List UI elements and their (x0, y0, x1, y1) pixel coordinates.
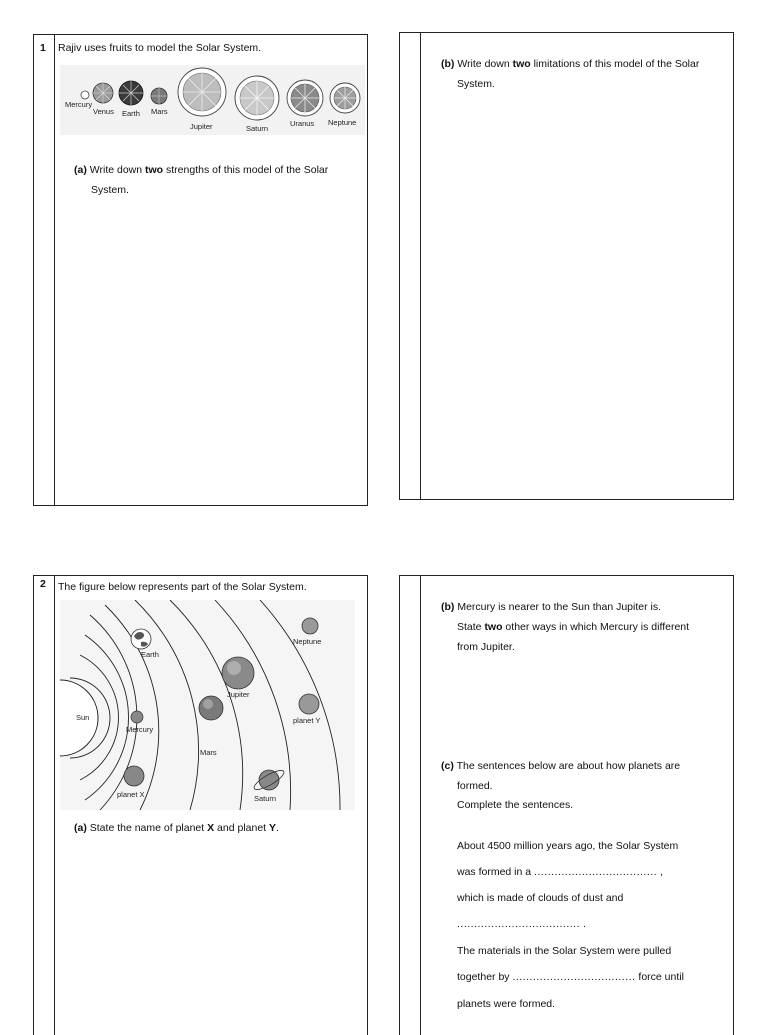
sentence-5: The materials in the Solar System were pulled (457, 945, 672, 957)
planet-x-bold: X (207, 822, 215, 834)
label-saturn: Saturn (246, 124, 269, 133)
number-column (400, 33, 421, 499)
q2-part-c-line3: Complete the sentences. (457, 799, 574, 811)
q2-part-a (74, 818, 364, 838)
question-stem: Rajiv uses fruits to model the Solar System. (58, 42, 262, 54)
sentence-6-post: force until (635, 971, 684, 983)
sentence-2-pre: was formed in a (457, 866, 535, 878)
label-neptune: Neptune (328, 118, 357, 127)
blank-3[interactable]: .................................... (512, 971, 636, 983)
q1-part-a (74, 160, 364, 180)
part-label: (a) (74, 822, 87, 834)
blank-2[interactable]: .................................... (457, 918, 581, 930)
part-a-mid: and planet (214, 822, 270, 834)
planet-y-bold: Y (269, 822, 277, 834)
label-venus: Venus (93, 107, 114, 116)
q2-part-c-line2: formed. (457, 780, 493, 792)
sentence-3: which is made of clouds of dust and (457, 892, 624, 904)
label-uranus: Uranus (290, 119, 315, 128)
question-stem: The figure below represents part of the Solar System. (58, 581, 307, 593)
sentence-4-post: . (580, 918, 586, 930)
label-mars: Mars (151, 107, 168, 116)
sentence-2 (457, 862, 663, 882)
part-label: (b) (441, 58, 455, 70)
label-mercury: Mercury (126, 725, 154, 734)
part-a-text: State the name of planet (89, 822, 208, 834)
label-mercury: Mercury (65, 100, 93, 109)
sentence-6 (457, 967, 684, 987)
part-b-bold: two (484, 621, 503, 633)
sentence-2-post: , (657, 866, 663, 878)
label-earth: Earth (141, 650, 159, 659)
part-a-text: Write down (89, 164, 146, 176)
label-sun: Sun (76, 713, 90, 722)
part-label: (c) (441, 760, 454, 772)
number-column (34, 35, 55, 505)
label-jupiter: Jupiter (190, 122, 213, 131)
label-jupiter: Jupiter (227, 690, 250, 699)
label-neptune: Neptune (293, 637, 322, 646)
part-label: (a) (74, 164, 87, 176)
q2-part-b-line2 (457, 617, 689, 637)
part-b-bold: two (512, 58, 531, 70)
label-earth: Earth (122, 109, 140, 118)
fruit-model-figure (60, 65, 365, 135)
q1-left-panel (33, 34, 368, 506)
number-column (34, 576, 55, 1035)
label-planet-x: planet X (117, 790, 145, 799)
label-planet-y: planet Y (293, 716, 321, 725)
part-a-bold: two (145, 164, 164, 176)
question-number: 1 (40, 42, 46, 54)
q2-part-b-line3: from Jupiter. (457, 641, 515, 653)
label-mars: Mars (200, 748, 217, 757)
part-b-line1: Mercury is nearer to the Sun than Jupiter is. (457, 601, 662, 613)
solar-system-figure (60, 600, 355, 810)
sentence-6-pre: together by (457, 971, 513, 983)
q1-right-panel (399, 32, 734, 500)
sentence-4 (457, 914, 586, 934)
label-saturn: Saturn (254, 794, 277, 803)
part-b-text: Write down (457, 58, 513, 70)
part-b-line2-pre: State (457, 621, 485, 633)
part-b-text-end: limitations of this model of the Solar (530, 58, 700, 70)
q1-part-b-line2: System. (457, 78, 495, 90)
part-b-line2-post: other ways in which Mercury is different (502, 621, 690, 633)
part-c-line1: The sentences below are about how planets are (456, 760, 681, 772)
sentence-1: About 4500 million years ago, the Solar System (457, 840, 679, 852)
q1-part-a-line2: System. (91, 184, 129, 196)
sentence-7: planets were formed. (457, 998, 556, 1010)
q1-part-b (441, 54, 731, 74)
q2-part-b-line1 (441, 597, 661, 617)
part-a-end: . (276, 822, 279, 834)
part-label: (b) (441, 601, 455, 613)
question-number: 2 (40, 578, 46, 590)
q2-left-panel (33, 575, 368, 1035)
q2-part-c-line1 (441, 756, 680, 776)
part-a-text-end: strengths of this model of the Solar (163, 164, 329, 176)
q2-right-panel (399, 575, 734, 1035)
number-column (400, 576, 421, 1035)
blank-1[interactable]: .................................... (534, 866, 658, 878)
